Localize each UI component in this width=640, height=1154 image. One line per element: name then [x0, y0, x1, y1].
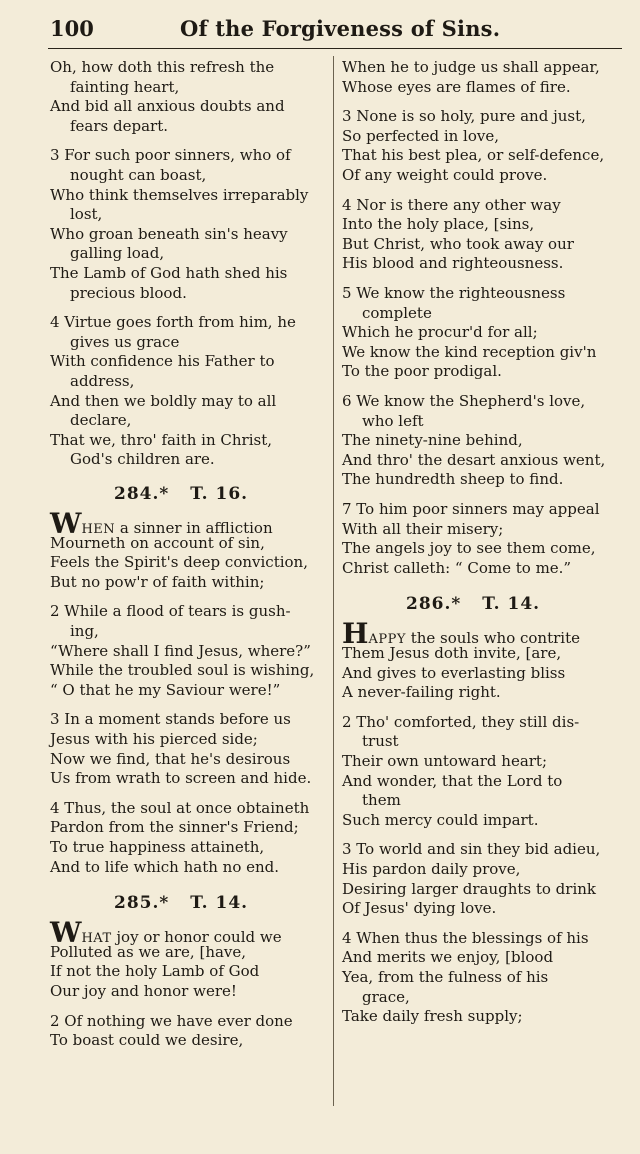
verse-line: And gives to everlasting bliss	[342, 663, 566, 682]
verse-line: Of Jesus' dying love.	[342, 899, 497, 918]
verse-line: galling load,	[70, 244, 165, 263]
verse-line: To the poor prodigal.	[342, 362, 502, 381]
hymn-heading	[406, 594, 540, 614]
verse-line-rest: the souls who contrite	[405, 629, 580, 648]
verse-line: grace,	[362, 987, 410, 1006]
verse-line: The Lamb of God hath shed his	[50, 264, 288, 282]
verse-line: 3 In a moment stands before us	[50, 710, 291, 729]
header-rule	[48, 48, 622, 49]
verse-line: But no pow'r of faith within;	[50, 572, 265, 591]
verse-line: And then we boldly may to all	[50, 391, 277, 410]
verse-line-rest: a sinner in affliction	[115, 519, 273, 537]
verse-line: nought can boast,	[70, 166, 207, 184]
verse-line: If not the holy Lamb of God	[50, 962, 260, 981]
verse-line: With confidence his Father to	[50, 352, 275, 371]
verse-line: Into the holy place, [sins,	[342, 215, 535, 234]
verse-line: To boast could we desire,	[50, 1031, 244, 1050]
verse-line: 3 For such poor sinners, who of	[50, 146, 291, 165]
verse-line: His pardon daily prove,	[342, 860, 521, 878]
verse-line: Now we find, that he's desirous	[50, 749, 291, 768]
verse-line: 2 Tho' comforted, they still dis-	[342, 712, 580, 731]
verse-line: Which he procur'd for all;	[342, 323, 538, 342]
verse-line: 6 We know the Shepherd's love,	[342, 392, 586, 410]
hymn-tune: T. 14.	[190, 893, 249, 914]
verse-line: The hundredth sheep to find.	[342, 470, 564, 489]
verse-line: With all their misery;	[342, 519, 504, 538]
verse-line: And merits we enjoy, [blood	[342, 948, 554, 967]
hymn-number: 286.*	[406, 594, 462, 615]
verse-line: gives us grace	[70, 332, 180, 351]
verse-line: And to life which hath no end.	[50, 857, 280, 876]
verse-line-rest: joy or honor could we	[111, 928, 282, 947]
column-divider	[333, 56, 334, 1106]
hymn-tune: T. 16.	[190, 484, 249, 504]
hymn-heading	[114, 484, 248, 504]
verse-line: And bid all anxious doubts and	[50, 97, 285, 116]
verse-line: Who think themselves irreparably	[50, 185, 309, 204]
verse-line: Who groan beneath sin's heavy	[50, 224, 288, 243]
verse-line: The angels joy to see them come,	[342, 539, 596, 558]
verse-line: That his best plea, or self-defence,	[342, 146, 605, 165]
verse-line: And thro' the desart anxious went,	[342, 450, 606, 469]
verse-line: precious blood.	[70, 283, 187, 302]
verse-line: 3 To world and sin they bid adieu,	[342, 840, 601, 859]
verse-line: God's children are.	[70, 450, 215, 469]
verse-line: A never-failing right.	[342, 683, 501, 702]
hymn-number: 284.*	[114, 484, 170, 504]
verse-line: ing,	[70, 622, 99, 640]
verse-line: declare,	[70, 411, 132, 430]
running-title: Of the Forgiveness of Sins.	[180, 16, 501, 41]
verse-line: fears depart.	[70, 116, 168, 135]
verse-line: So perfected in love,	[342, 126, 500, 145]
hymn-number: 285.*	[114, 893, 170, 914]
hymn-tune: T. 14.	[482, 594, 541, 615]
verse-line: We know the kind reception giv'n	[342, 342, 597, 361]
verse-line: complete	[362, 303, 432, 322]
verse-line: Our joy and honor were!	[50, 982, 237, 1000]
page-number: 100	[50, 16, 94, 41]
verse-line: 3 None is so holy, pure and just,	[342, 107, 586, 126]
small-caps-word: APPY	[368, 632, 406, 648]
verse-line: His blood and righteousness.	[342, 254, 564, 273]
verse-line: “ O that he my Saviour were!”	[50, 680, 281, 699]
verse-line: who left	[362, 411, 424, 430]
page-header	[0, 14, 640, 50]
drop-cap: W	[50, 916, 82, 950]
verse-line: lost,	[70, 205, 103, 224]
drop-cap: H	[342, 617, 369, 651]
verse-line: Whose eyes are flames of fire.	[342, 77, 571, 96]
verse-line: fainting heart,	[70, 77, 180, 96]
verse-line: Them Jesus doth invite, [are,	[342, 644, 562, 662]
verse-line: When he to judge us shall appear,	[342, 58, 600, 76]
verse-line: Feels the Spirit's deep conviction,	[50, 553, 308, 572]
verse-line: Mourneth on account of sin,	[50, 533, 265, 552]
verse-line: trust	[362, 732, 399, 751]
verse-line: Such mercy could impart.	[342, 810, 539, 829]
verse-line: Christ calleth: “ Come to me.”	[342, 558, 572, 577]
verse-line: 2 Of nothing we have ever done	[50, 1011, 293, 1030]
verse-line: 4 Thus, the soul at once obtaineth	[50, 798, 310, 817]
verse-line: Oh, how doth this refresh the	[50, 58, 275, 76]
verse-line: While the troubled soul is wishing,	[50, 661, 315, 680]
verse-line: Yea, from the fulness of his	[342, 968, 549, 986]
verse-line: 4 When thus the blessings of his	[342, 928, 589, 947]
verse-line: The ninety-nine behind,	[342, 431, 523, 450]
verse-line: That we, thro' faith in Christ,	[50, 430, 273, 449]
verse-line: But Christ, who took away our	[342, 234, 574, 253]
verse-line: Of any weight could prove.	[342, 166, 548, 184]
small-caps-word: HAT	[81, 931, 112, 947]
verse-line: Pardon from the sinner's Friend;	[50, 818, 299, 837]
verse-line: Us from wrath to screen and hide.	[50, 769, 312, 788]
verse-line: 7 To him poor sinners may appeal	[342, 500, 600, 518]
verse-line: Jesus with his pierced side;	[50, 730, 258, 748]
verse-line: address,	[70, 372, 135, 390]
verse-line: To true happiness attaineth,	[50, 838, 265, 856]
verse-line: 4 Nor is there any other way	[342, 195, 561, 214]
drop-cap: W	[50, 507, 82, 540]
verse-line: 5 We know the righteousness	[342, 284, 566, 302]
verse-line: them	[362, 791, 401, 810]
verse-line: 4 Virtue goes forth from him, he	[50, 313, 296, 332]
verse-line: And wonder, that the Lord to	[342, 771, 563, 790]
verse-line: Their own untoward heart;	[342, 752, 548, 770]
verse-line: “Where shall I find Jesus, where?”	[50, 641, 311, 660]
verse-line: Take daily fresh supply;	[342, 1007, 523, 1026]
hymn-heading	[114, 893, 248, 913]
verse-line: Desiring larger draughts to drink	[342, 879, 597, 898]
verse-line: 2 While a flood of tears is gush-	[50, 602, 291, 621]
verse-line: Polluted as we are, [have,	[50, 942, 247, 961]
small-caps-word: HEN	[81, 522, 116, 537]
